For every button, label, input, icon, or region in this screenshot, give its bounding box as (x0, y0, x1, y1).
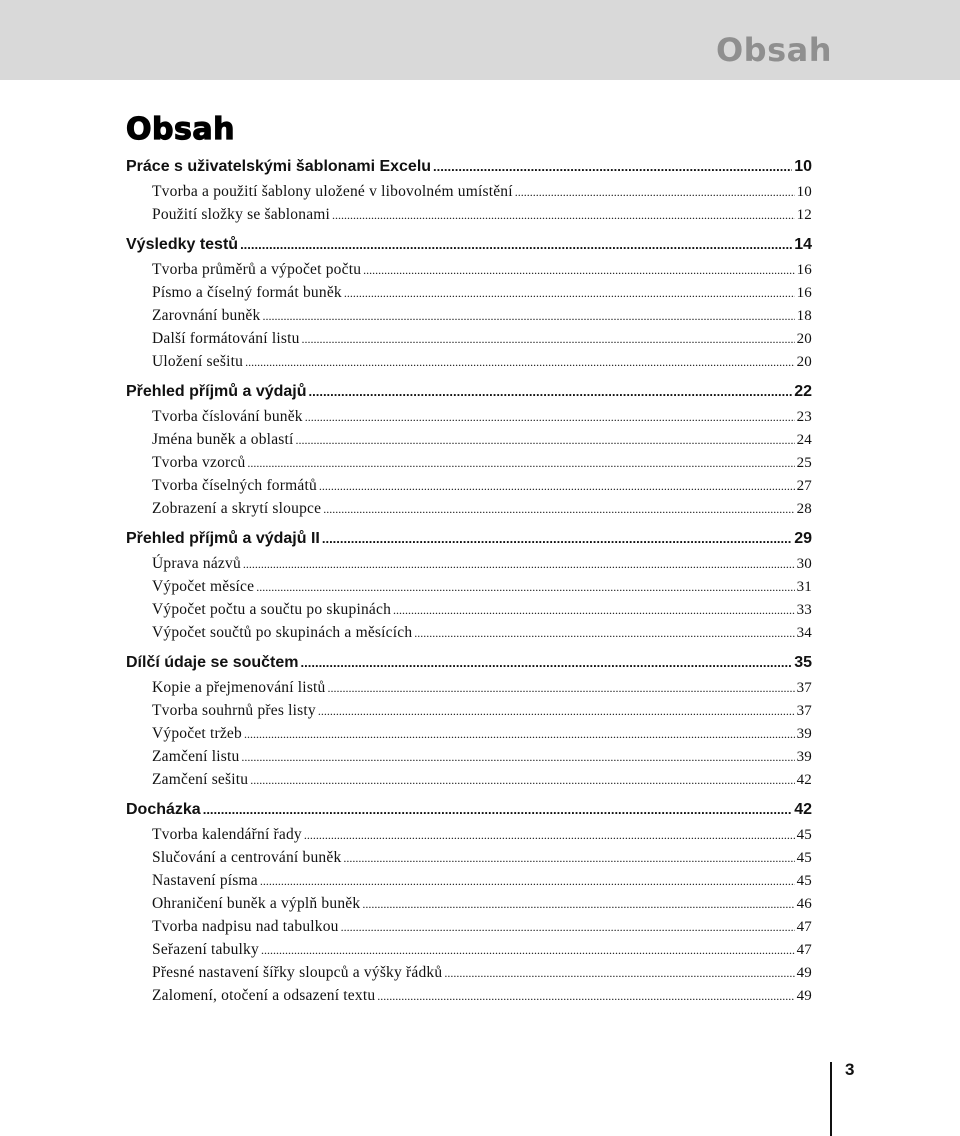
dot-leader (309, 379, 793, 405)
dot-leader (305, 406, 795, 429)
toc-entry-title: Výpočet počtu a součtu po skupinách (152, 601, 392, 618)
toc-entry-page: 20 (796, 354, 812, 370)
toc-entry[interactable] (126, 915, 812, 938)
toc-section-title: Dílčí údaje se součtem (126, 654, 299, 671)
toc-entry[interactable] (126, 575, 812, 598)
toc-section-title: Docházka (126, 801, 201, 818)
dot-leader (261, 939, 795, 962)
toc-entry[interactable] (126, 984, 812, 1007)
toc-entry-page: 39 (796, 726, 812, 742)
toc-entry-title: Zamčení sešitu (152, 771, 249, 788)
toc-entry[interactable] (126, 745, 812, 768)
toc-section (126, 154, 812, 226)
page-number: 3 (845, 1060, 855, 1079)
toc-entry[interactable] (126, 869, 812, 892)
toc-entry-title: Zarovnání buněk (152, 307, 261, 324)
dot-leader (301, 650, 793, 676)
toc-section-entry[interactable] (126, 154, 812, 180)
dot-leader (296, 429, 795, 452)
toc-entry-title: Úprava názvů (152, 555, 241, 572)
dot-leader (245, 351, 795, 374)
dot-leader (319, 475, 795, 498)
toc-entry-title: Zobrazení a skrytí sloupce (152, 500, 322, 517)
toc-section (126, 232, 812, 373)
toc-entry-page: 16 (796, 262, 812, 278)
toc-entry-page: 30 (796, 556, 812, 572)
toc-entry-page: 45 (796, 850, 812, 866)
dot-leader (302, 328, 795, 351)
dot-leader (377, 985, 794, 1008)
toc-entry-title: Slučování a centrování buněk (152, 849, 342, 866)
toc-entry[interactable] (126, 497, 812, 520)
toc-entry-title: Výpočet součtů po skupinách a měsících (152, 624, 413, 641)
dot-leader (343, 847, 794, 870)
toc-section-page: 29 (794, 530, 812, 547)
footer-rule (830, 1062, 832, 1136)
dot-leader (515, 181, 795, 204)
toc-entry[interactable] (126, 552, 812, 575)
toc-entry-title: Použití složky se šablonami (152, 206, 331, 223)
toc-entry[interactable] (126, 676, 812, 699)
toc-entry-title: Výpočet měsíce (152, 578, 255, 595)
toc-entry[interactable] (126, 451, 812, 474)
toc-entry-title: Tvorba průměrů a výpočet počtu (152, 261, 362, 278)
dot-leader (244, 723, 795, 746)
toc-entry[interactable] (126, 304, 812, 327)
toc-entry-page: 49 (796, 965, 812, 981)
toc-entry-page: 49 (796, 988, 812, 1004)
dot-leader (444, 962, 794, 985)
toc-entry[interactable] (126, 405, 812, 428)
toc-entry-page: 47 (796, 942, 812, 958)
dot-leader (262, 305, 794, 328)
header-title: Obsah (715, 31, 832, 69)
dot-leader (323, 498, 794, 521)
toc-section-page: 35 (794, 654, 812, 671)
toc-entry-title: Tvorba souhrnů přes listy (152, 702, 316, 719)
toc-entry-title: Tvorba vzorců (152, 454, 246, 471)
toc-entry-page: 34 (796, 625, 812, 641)
toc-entry[interactable] (126, 281, 812, 304)
toc-section-title: Přehled příjmů a výdajů (126, 383, 307, 400)
toc-entry-page: 28 (796, 501, 812, 517)
table-of-contents (126, 154, 812, 1013)
toc-section (126, 650, 812, 791)
toc-entry[interactable] (126, 961, 812, 984)
toc-entry-title: Zamčení listu (152, 748, 240, 765)
dot-leader (344, 282, 795, 305)
toc-entry-page: 12 (796, 207, 812, 223)
toc-entry[interactable] (126, 699, 812, 722)
toc-entry-title: Ohraničení buněk a výplň buněk (152, 895, 361, 912)
toc-entry-page: 25 (796, 455, 812, 471)
page-heading: Obsah (126, 112, 235, 147)
toc-entry[interactable] (126, 350, 812, 373)
toc-section (126, 379, 812, 520)
toc-entry[interactable] (126, 938, 812, 961)
toc-entry-title: Nastavení písma (152, 872, 258, 889)
toc-entry[interactable] (126, 180, 812, 203)
dot-leader (304, 824, 795, 847)
dot-leader (362, 893, 794, 916)
dot-leader (203, 797, 793, 823)
toc-entry[interactable] (126, 892, 812, 915)
toc-entry-title: Tvorba nadpisu nad tabulkou (152, 918, 339, 935)
toc-entry-page: 10 (796, 184, 812, 200)
toc-entry-page: 24 (796, 432, 812, 448)
dot-leader (250, 769, 794, 792)
toc-section-title: Přehled příjmů a výdajů II (126, 530, 320, 547)
toc-section-page: 22 (794, 383, 812, 400)
dot-leader (243, 553, 795, 576)
toc-entry-title: Uložení sešitu (152, 353, 244, 370)
dot-leader (341, 916, 795, 939)
toc-entry-page: 18 (796, 308, 812, 324)
toc-entry-page: 47 (796, 919, 812, 935)
toc-section-page: 10 (794, 158, 812, 175)
toc-entry-title: Seřazení tabulky (152, 941, 259, 958)
toc-entry-title: Tvorba kalendářní řady (152, 826, 302, 843)
toc-section-title: Výsledky testů (126, 236, 239, 253)
toc-entry[interactable] (126, 846, 812, 869)
toc-section-page: 42 (794, 801, 812, 818)
toc-entry[interactable] (126, 621, 812, 644)
dot-leader (332, 204, 795, 227)
toc-entry[interactable] (126, 258, 812, 281)
dot-leader (260, 870, 795, 893)
toc-section-title: Práce s uživatelskými šablonami Excelu (126, 158, 432, 175)
toc-entry-page: 33 (796, 602, 812, 618)
dot-leader (433, 154, 792, 180)
toc-entry-page: 46 (796, 896, 812, 912)
toc-entry[interactable] (126, 722, 812, 745)
toc-entry-page: 37 (796, 680, 812, 696)
toc-entry-title: Přesné nastavení šířky sloupců a výšky řádků (152, 964, 443, 981)
toc-entry-page: 39 (796, 749, 812, 765)
toc-section-page: 14 (794, 236, 812, 253)
toc-entry-page: 45 (796, 827, 812, 843)
toc-entry-title: Další formátování listu (152, 330, 300, 347)
toc-entry-page: 23 (796, 409, 812, 425)
dot-leader (241, 746, 794, 769)
dot-leader (240, 232, 792, 258)
dot-leader (414, 622, 794, 645)
toc-entry-title: Výpočet tržeb (152, 725, 242, 742)
dot-leader (363, 259, 794, 282)
toc-entry-title: Písmo a číselný formát buněk (152, 284, 342, 301)
toc-entry[interactable] (126, 598, 812, 621)
toc-section (126, 526, 812, 644)
toc-section (126, 797, 812, 1007)
dot-leader (393, 599, 795, 622)
toc-entry-page: 16 (796, 285, 812, 301)
toc-entry-title: Kopie a přejmenování listů (152, 679, 326, 696)
toc-entry[interactable] (126, 428, 812, 451)
toc-entry-page: 27 (796, 478, 812, 494)
toc-entry-page: 20 (796, 331, 812, 347)
dot-leader (318, 700, 795, 723)
toc-section-entry[interactable] (126, 379, 812, 405)
dot-leader (322, 526, 792, 552)
header-band (0, 0, 960, 80)
toc-entry[interactable] (126, 768, 812, 791)
toc-entry-page: 37 (796, 703, 812, 719)
toc-entry[interactable] (126, 327, 812, 350)
toc-entry-title: Zalomení, otočení a odsazení textu (152, 987, 376, 1004)
toc-section-entry[interactable] (126, 526, 812, 552)
toc-section-entry[interactable] (126, 232, 812, 258)
dot-leader (328, 677, 795, 700)
toc-entry-title: Tvorba číselných formátů (152, 477, 317, 494)
dot-leader (256, 576, 794, 599)
toc-entry-page: 42 (796, 772, 812, 788)
toc-entry[interactable] (126, 823, 812, 846)
toc-section-entry[interactable] (126, 797, 812, 823)
toc-entry-title: Tvorba číslování buněk (152, 408, 303, 425)
toc-entry[interactable] (126, 474, 812, 497)
toc-entry-page: 31 (796, 579, 812, 595)
toc-entry-title: Jména buněk a oblastí (152, 431, 294, 448)
toc-section-entry[interactable] (126, 650, 812, 676)
dot-leader (247, 452, 794, 475)
toc-entry-title: Tvorba a použití šablony uložené v libovolném umístění (152, 183, 513, 200)
toc-entry[interactable] (126, 203, 812, 226)
toc-entry-page: 45 (796, 873, 812, 889)
